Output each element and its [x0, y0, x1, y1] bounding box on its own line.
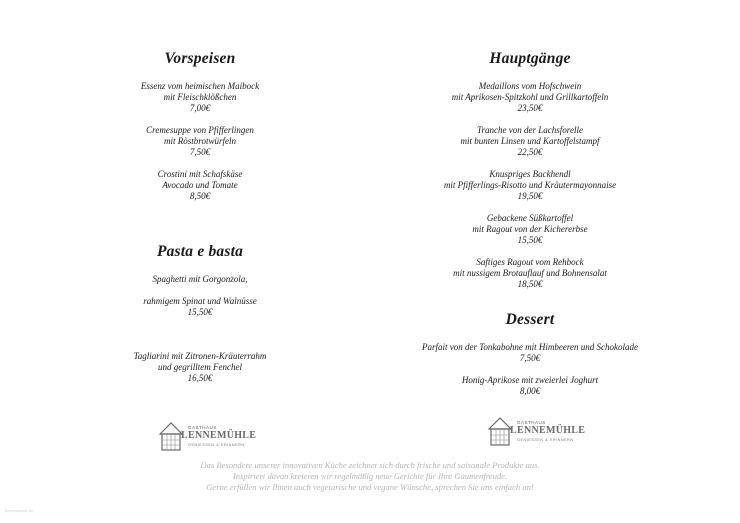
dish-side: mit bunten Linsen und Kartoffelstampf — [460, 136, 600, 146]
dish-price: 15,50€ — [187, 307, 213, 317]
menu-item — [380, 125, 680, 158]
dish-name: Cremesuppe von Pfifferlingen — [146, 125, 254, 135]
dish-price: 18,50€ — [517, 279, 543, 289]
dish-price: 7,50€ — [189, 147, 211, 157]
dish-side: rahmigem Spinat und Walnüsse — [143, 296, 257, 306]
menu-item — [70, 169, 330, 202]
footer-line: Gerne erfüllen wir Ihnen auch vegetarische und vegane Wünsche, sprechen Sie uns einfach an! — [206, 482, 534, 492]
restaurant-logo — [158, 420, 268, 452]
right-column — [380, 50, 680, 408]
dish-name: Essenz vom heimischen Maibock — [140, 81, 260, 91]
watermark: lennemuehle.de — [5, 508, 34, 513]
dish-name: Tagliarini mit Zitronen-Kräuterrahm — [133, 351, 267, 361]
dish-name: Medaillons vom Hofschwein — [478, 81, 582, 91]
menu-item — [70, 125, 330, 158]
dish-name: Knuspriges Backhendl — [489, 169, 571, 179]
logo-small-text: GASTHAUS — [188, 425, 217, 430]
dish-price: 7,50€ — [519, 353, 541, 363]
menu-item — [380, 342, 680, 364]
logo-subtitle: GENIESSEN & ERINNERN — [188, 443, 245, 447]
dish-name: Honig-Aprikose mit zweierlei Joghurt — [461, 375, 599, 385]
dish-price: 23,50€ — [517, 103, 543, 113]
dish-side: mit Fleischklößchen — [163, 92, 237, 102]
menu-item — [70, 81, 330, 114]
menu-item — [70, 351, 330, 384]
dish-side: mit Pfifferlings-Risotto und Kräutermayonnaise — [443, 180, 617, 190]
menu-item — [70, 274, 330, 318]
dish-price: 16,50€ — [187, 373, 213, 383]
dish-side: mit Aprikosen-Spitzkohl und Grillkartoffeln — [451, 92, 609, 102]
dish-price: 19,50€ — [517, 191, 543, 201]
menu-item — [380, 375, 680, 397]
left-column — [70, 50, 330, 395]
pasta-title: Pasta e basta — [156, 243, 244, 260]
logo-small-text: GASTHAUS — [517, 420, 546, 425]
menu-item — [380, 257, 680, 290]
restaurant-logo — [487, 415, 597, 447]
dish-name: Parfait von der Tonkabohne mit Himbeeren und Schokolade — [421, 342, 639, 352]
dish-side: mit Ragout von der Kichererbse — [472, 224, 588, 234]
footer-text — [120, 460, 620, 493]
menu-item — [380, 169, 680, 202]
dish-side: mit nussigem Brotauflauf und Bohnensalat — [453, 268, 607, 278]
dish-name: Crostini mit Schafskäse — [157, 169, 243, 179]
dessert-title: Dessert — [505, 311, 555, 328]
logo-name: LENNEMÜHLE — [181, 430, 257, 441]
dish-name: Gebackene Süßkartoffel — [486, 213, 574, 223]
dish-side: und gegrilltem Fenchel — [158, 362, 242, 372]
footer-line: Inspiriert davon kreieren wir regelmäßig neue Gerichte für Ihre Gaumenfreude. — [232, 471, 508, 481]
vorspeisen-title: Vorspeisen — [164, 50, 236, 67]
footer-line: Das Besondere unserer innovativen Küche zeichnet sich durch frische und saisonale Produkte aus. — [200, 460, 540, 470]
dish-side: Avocado und Tomate — [162, 180, 238, 190]
dish-price: 15,50€ — [517, 235, 543, 245]
dish-price: 7,00€ — [189, 103, 211, 113]
logo-name: LENNEMÜHLE — [510, 425, 586, 436]
dish-price: 8,00€ — [519, 386, 541, 396]
dish-name: Tranche von der Lachsforelle — [477, 125, 583, 135]
dish-price: 8,50€ — [189, 191, 211, 201]
menu-item — [380, 213, 680, 246]
dish-side: mit Röstbrotwürfeln — [164, 136, 236, 146]
hauptgaenge-title: Hauptgänge — [489, 50, 571, 67]
dish-name: Spaghetti mit Gorgonzola, — [152, 274, 248, 284]
dish-price: 22,50€ — [517, 147, 543, 157]
logo-subtitle: GENIESSEN & ERINNERN — [517, 438, 574, 442]
dish-name: Saftiges Ragout vom Rehbock — [476, 257, 584, 267]
menu-item — [380, 81, 680, 114]
